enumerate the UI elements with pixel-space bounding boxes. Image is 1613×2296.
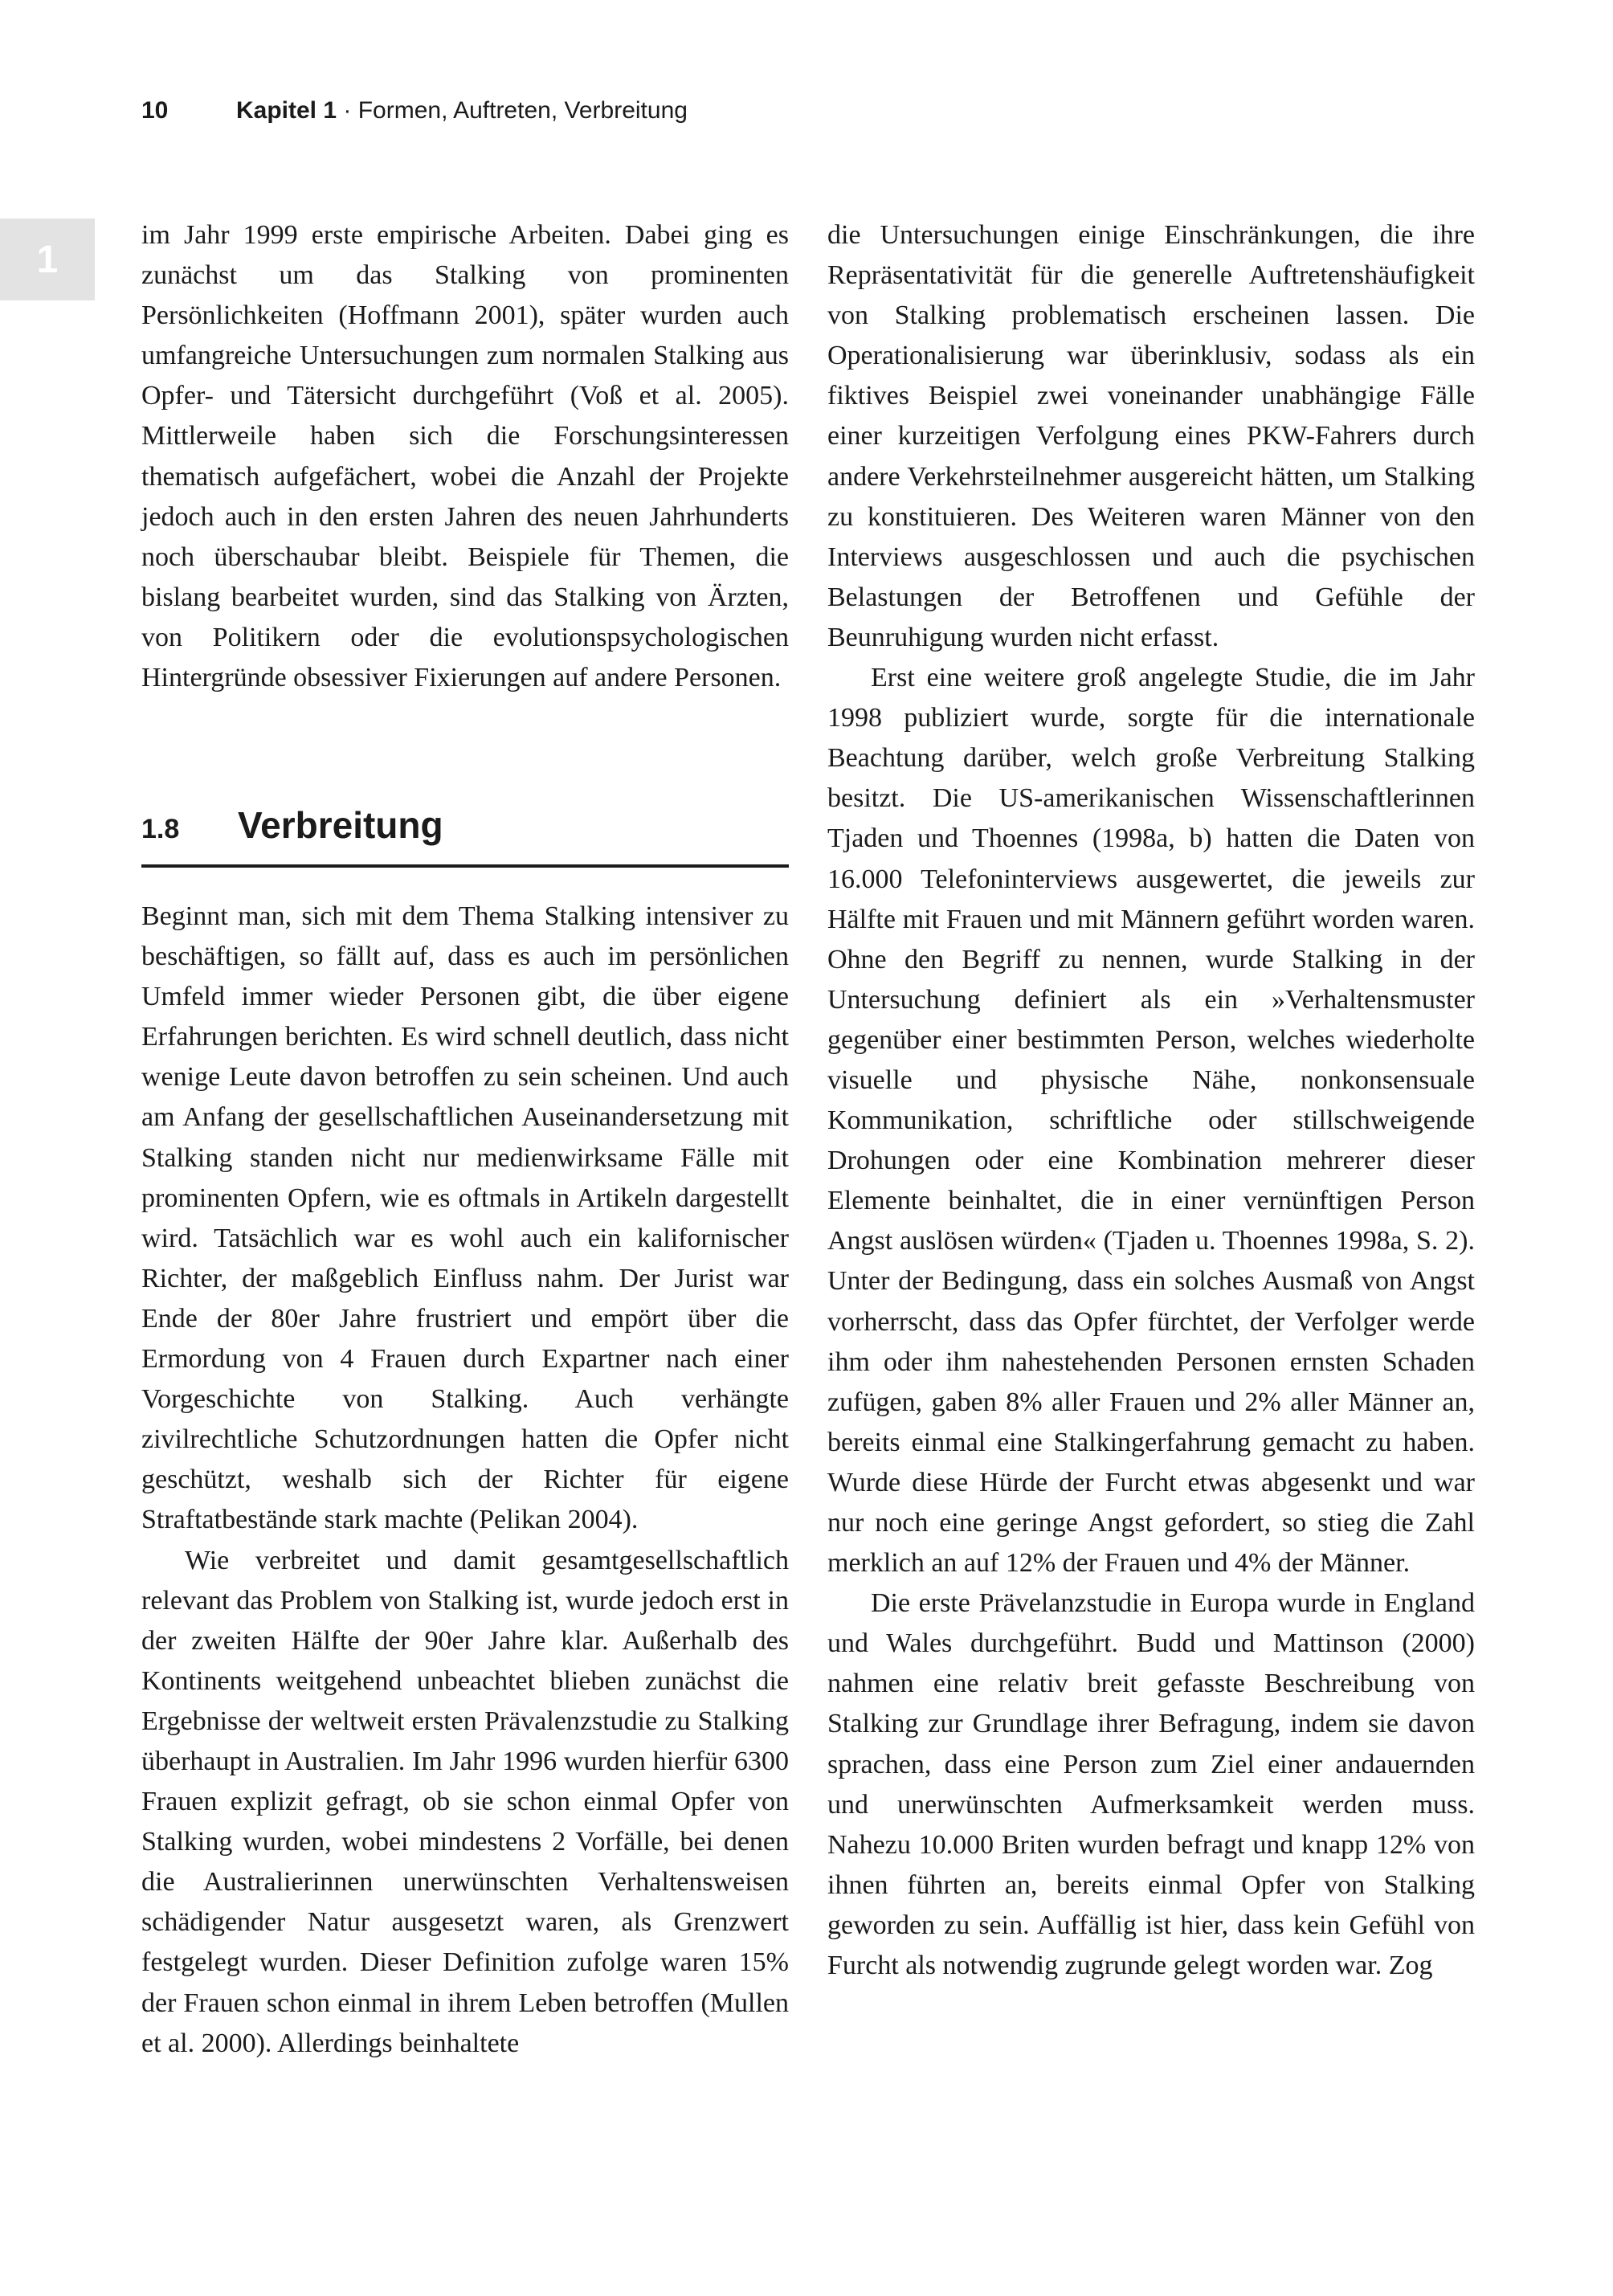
- paragraph: Die erste Prävelanzstudie in Europa wurde in England und Wales durchgeführt. Budd und Mattinson (2000) nahmen eine relativ breit gefasste Beschreibung von Stalking zur Grundlage ihrer Befragung, indem sie davon sprachen, dass eine Person zum Ziel einer andauernden und unerwünschten Aufmerksamkeit werden muss. Nahezu 10.000 Briten wurden befragt und knapp 12% von ihnen führten an, bereits einmal Opfer von Stalking geworden zu sein. Auffällig ist hier, dass kein Gefühl von Furcht als notwendig zugrunde gelegt worden war. Zog: [827, 1588, 1475, 1981]
- paragraph: Erst eine weitere groß angelegte Studie, die im Jahr 1998 publiziert wurde, sorgte für die internationale Beachtung darüber, welch große Verbreitung Stalking besitzt. Die US-amerikanischen Wissenschaftlerinnen Tjaden und Thoennes (1998a, b) hatten die Daten von 16.000 Telefoninterviews ausgewertet, die jeweils zur Hälfte mit Frauen und mit Männern geführt worden waren. Ohne den Begriff zu nennen, wurde Stalking in der Untersuchung definiert als ein »Verhaltensmuster gegenüber einer bestimmten Person, welches wiederholte visuelle und physische Nähe, nonkonsensuale Kommunikation, schriftliche oder stillschweigende Drohungen oder eine Kombination mehrerer dieser Elemente beinhaltet, die in einer vernünftigen Person Angst auslösen würden« (Tjaden u. Thoennes 1998a, S. 2). Unter der Bedingung, dass ein solches Ausmaß von Angst vorherrscht, dass das Opfer fürchtet, der Verfolger werde ihm oder ihm nahestehenden Personen ernsten Schaden zufügen, gaben 8% aller Frauen und 2% aller Männer an, bereits einmal eine Stalkingerfahrung gemacht zu haben. Wurde diese Hürde der Furcht etwas abgesenkt und war nur noch eine geringe Angst gefordert, so stieg die Zahl merklich an auf 12% der Frauen und 4% der Männer.: [827, 663, 1475, 1579]
- paragraph: im Jahr 1999 erste empirische Arbeiten. Dabei ging es zunächst um das Stalking von prominenten Persönlichkeiten (Hoffmann 2001), später wurden auch umfangreiche Untersuchungen zum normalen Stalking aus Opfer- und Tätersicht durchgeführt (Voß et al. 2005). Mittlerweile haben sich die Forschungsinteressen thematisch aufgefächert, wobei die Anzahl der Projekte jedoch auch in den ersten Jahren des neuen Jahrhunderts noch überschaubar bleibt. Beispiele für Themen, die bislang bearbeitet wurden, sind das Stalking von Ärzten, von Politikern oder die evolutionspsychologischen Hintergründe obsessiver Fixierungen auf andere Personen.: [141, 220, 789, 693]
- paragraph: die Untersuchungen einige Einschränkungen, die ihre Repräsentativität für die generelle Auftretenshäufigkeit von Stalking problematisch erscheinen lassen. Die Operationalisierung war überinklusiv, sodass als ein fiktives Beispiel zwei voneinander unabhängige Fälle einer kurzeitigen Verfolgung eines PKW-Fahrers durch andere Verkehrsteilnehmer ausgereicht hätten, um Stalking zu konstituieren. Des Weiteren waren Männer von den Interviews ausgeschlossen und auch die psychischen Belastungen der Betroffenen und Gefühle der Beunruhigung wurden nicht erfasst.: [827, 220, 1475, 652]
- paragraph: Wie verbreitet und damit gesamtgesellschaftlich relevant das Problem von Stalking ist, wurde jedoch erst in der zweiten Hälfte der 90er Jahre klar. Außerhalb des Kontinents weitgehend unbeachtet blieben zunächst die Ergebnisse der weltweit ersten Prävalenzstudie zu Stalking überhaupt in Australien. Im Jahr 1996 wurden hierfür 6300 Frauen explizit gefragt, ob sie schon einmal Opfer von Stalking wurden, wobei mindestens 2 Vorfälle, bei denen die Australierinnen unerwünschten Verhaltensweisen schädigender Natur ausgesetzt waren, als Grenzwert festgelegt wurden. Dieser Definition zufolge waren 15% der Frauen schon einmal in ihrem Leben betroffen (Mullen et al. 2000). Allerdings beinhaltete: [141, 1545, 789, 2058]
- left-column-top: [141, 215, 789, 698]
- section-title: Verbreitung: [238, 804, 443, 846]
- chapter-tab: 1: [0, 219, 95, 300]
- section-heading: [141, 803, 789, 847]
- paragraph: Beginnt man, sich mit dem Thema Stalking intensiver zu beschäftigen, so fällt auf, dass es auch im persönlichen Umfeld immer wieder Personen gibt, die über eigene Erfahrungen berichten. Es wird schnell deutlich, dass nicht wenige Leute davon betroffen zu sein scheinen. Und auch am Anfang der gesellschaftlichen Auseinandersetzung mit Stalking standen nicht nur medienwirksame Fälle mit prominenten Opfern, wie es oftmals in Artikeln dargestellt wird. Tatsächlich war es wohl auch ein kalifornischer Richter, der maßgeblich Einfluss nahm. Der Jurist war Ende der 80er Jahre frustriert und empört über die Ermordung von 4 Frauen durch Expartner nach einer Vorgeschichte von Stalking. Auch verhängte zivilrechtliche Schutzordnungen hatten die Opfer nicht geschützt, weshalb sich der Richter für eigene Straftatbestände stark machte (Pelikan 2004).: [141, 901, 789, 1535]
- right-column: [827, 215, 1475, 1986]
- section-rule: [141, 864, 789, 868]
- section-number: 1.8: [141, 814, 180, 844]
- chapter-title: · Formen, Auftreten, Verbreitung: [337, 97, 688, 124]
- running-header: [141, 92, 688, 130]
- left-column-body: [141, 897, 789, 2064]
- chapter-label: Kapitel 1: [236, 97, 337, 124]
- page-number: 10: [141, 97, 169, 124]
